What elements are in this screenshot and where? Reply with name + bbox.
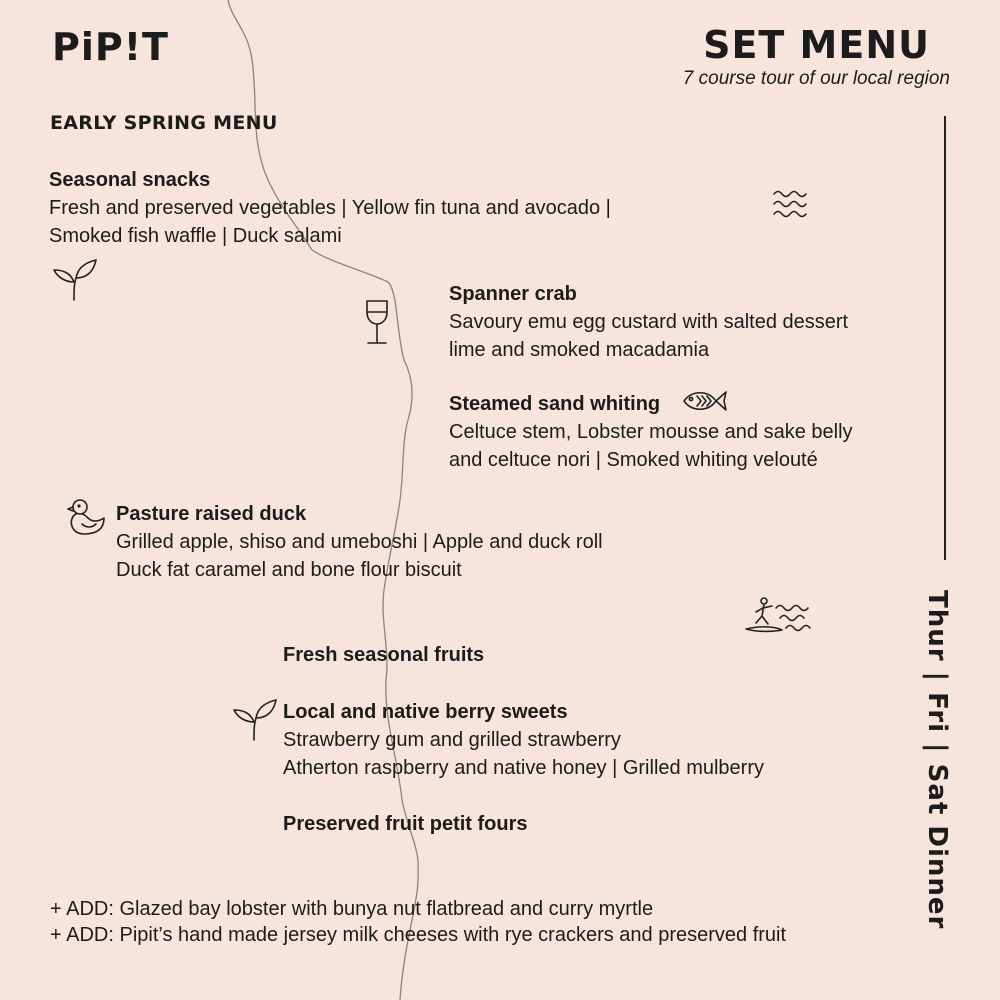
course-line: Celtuce stem, Lobster mousse and sake belly <box>449 421 853 443</box>
brand-logo: PiP!T <box>52 25 169 69</box>
page-subtitle: 7 course tour of our local region <box>682 68 950 89</box>
course-line: Duck fat caramel and bone flour biscuit <box>116 559 462 581</box>
course-spanner-crab <box>449 280 848 364</box>
course-berry-sweets <box>283 698 764 782</box>
course-line: Smoked fish waffle | Duck salami <box>49 225 342 247</box>
course-line: and celtuce nori | Smoked whiting velouté <box>449 449 818 471</box>
schedule-label: Thur | Fri | Sat Dinner <box>922 590 952 930</box>
course-seasonal-snacks <box>49 166 611 250</box>
course-line: Grilled apple, shiso and umeboshi | Apple and duck roll <box>116 531 603 553</box>
addons <box>50 896 786 948</box>
course-petit-fours <box>283 810 528 838</box>
course-title: Steamed sand whiting <box>449 393 661 415</box>
page-title: SET MENU <box>703 23 930 67</box>
course-title: Spanner crab <box>449 283 577 305</box>
course-seasonal-fruits <box>283 641 484 669</box>
course-line: lime and smoked macadamia <box>449 339 710 361</box>
wine-glass-icon <box>362 298 392 346</box>
course-line: Savoury emu egg custard with salted dessert <box>449 311 849 333</box>
course-title: Seasonal snacks <box>49 169 211 191</box>
course-title: Fresh seasonal fruits <box>283 644 485 666</box>
fish-icon <box>682 388 728 414</box>
course-line: Atherton raspberry and native honey | Grilled mulberry <box>283 757 764 779</box>
course-title: Preserved fruit petit fours <box>283 813 528 835</box>
course-line: Fresh and preserved vegetables | Yellow fin tuna and avocado | <box>49 197 611 219</box>
course-pasture-duck <box>116 500 603 584</box>
divider <box>944 116 946 560</box>
course-title: Pasture raised duck <box>116 503 307 525</box>
surfer-icon <box>744 596 816 636</box>
duck-icon <box>66 498 106 538</box>
course-sand-whiting <box>449 390 853 474</box>
course-line: Strawberry gum and grilled strawberry <box>283 729 621 751</box>
course-title: Local and native berry sweets <box>283 701 568 723</box>
addon-line: + ADD: Pipit’s hand made jersey milk cheeses with rye crackers and preserved fruit <box>50 924 787 946</box>
waves-icon <box>770 186 812 222</box>
sprout-icon <box>232 696 278 742</box>
addon-line: + ADD: Glazed bay lobster with bunya nut flatbread and curry myrtle <box>50 898 654 920</box>
leaf-icon <box>52 256 98 302</box>
section-title: EARLY SPRING MENU <box>50 112 278 134</box>
